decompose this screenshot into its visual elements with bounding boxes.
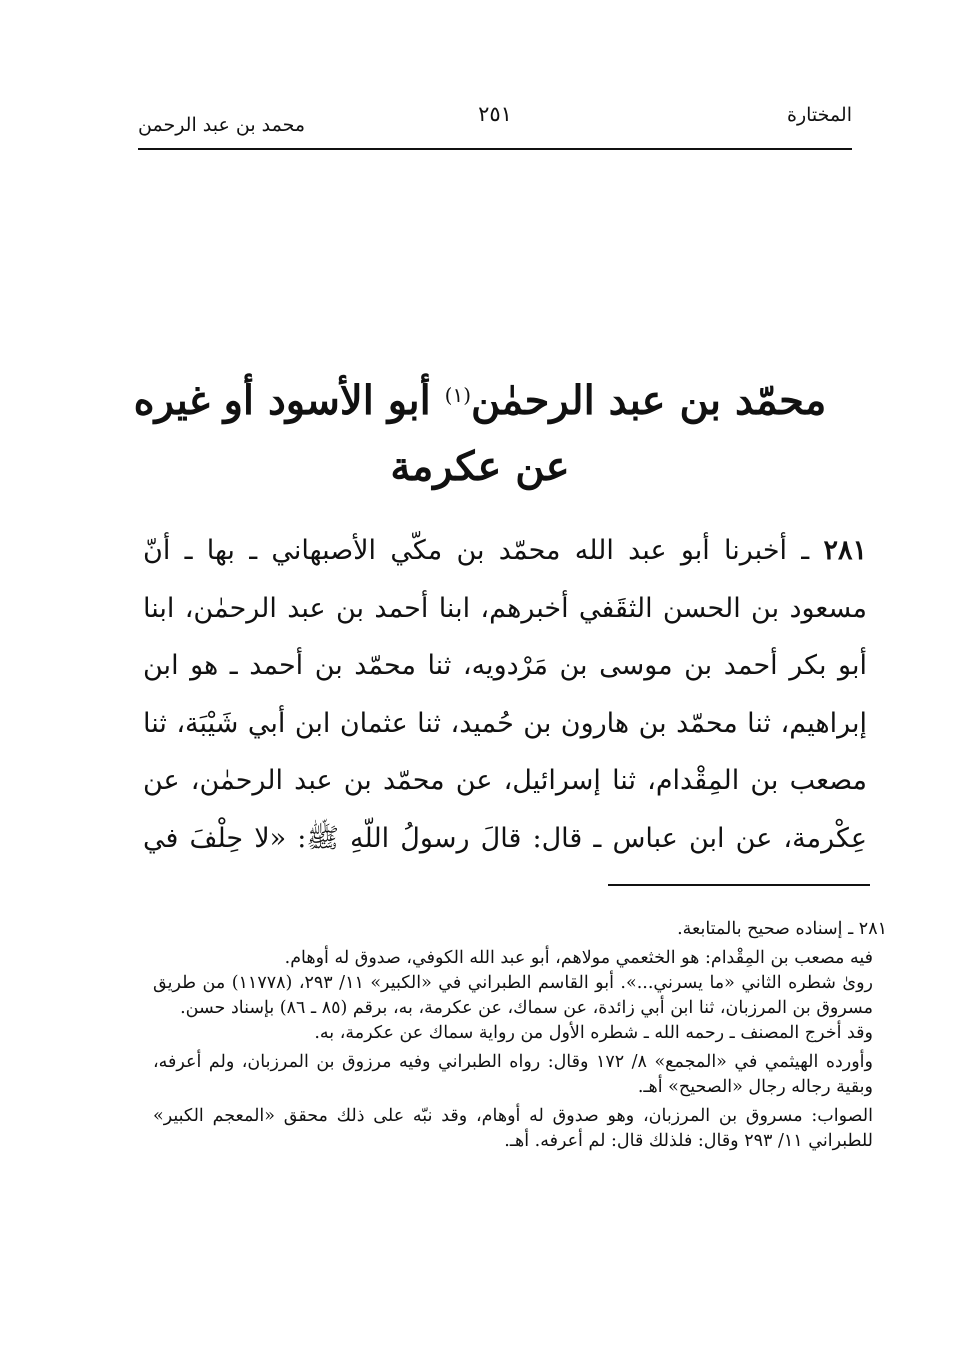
running-header (138, 98, 852, 150)
title-kunya: أبو الأسود أو غيره (133, 377, 431, 424)
chapter-title (120, 368, 840, 500)
footnotes (153, 917, 887, 1154)
footnote-para-4: وأورده الهيثمي في «المجمع» ٨/ ١٧٢ وقال: رواه الطبراني وفيه مرزوق بن المرزبان، ولم أعرفه، وبقية رجاله رجال «الصحيح» أهـ. (153, 1052, 873, 1097)
footnote-separator (608, 884, 870, 886)
page-number: ٢٥١ (478, 102, 512, 126)
footnote-marker: (١) (444, 383, 472, 407)
book-title: المختارة (787, 104, 852, 126)
footnote-para-2: رویٰ شطره الثاني «ما يسرني...». أبو القاسم الطبراني في «الكبير» ١١/ ٢٩٣، (١١٧٧٨) من طريق مسروق بن المرزبان، ثنا ابن أبي زائدة، عن سماك، عن عكرمة، به، برقم (٨٥ ـ ٨٦) بإسناد حسن. (153, 973, 873, 1018)
footnote-para-5: الصواب: مسروق بن المرزبان، وهو صدوق له أوهام، وقد نبّه على ذلك محقق «المعجم الكبير» للطبراني ١١/ ٢٩٣ وقال: فلذلك قال: لم أعرفه. أهـ. (153, 1106, 873, 1151)
footnote-heading: ٢٨١ ـ إسناده صحيح بالمتابعة. (677, 919, 887, 939)
footnote-para-1: فيه مصعب بن المِقْدام: هو الخثعمي مولاهم، أبو عبد الله الكوفي، صدوق له أوهام. (284, 948, 873, 968)
hadith-number: ٢٨١ (823, 535, 867, 566)
title-name: محمّد بن عبد الرحمٰن (471, 377, 827, 424)
chapter-title-line2: عن عكرمة (390, 443, 570, 490)
chapter-title-line1 (120, 368, 840, 434)
section-title: محمد بن عبد الرحمن (138, 114, 306, 136)
footnote-para-3: وقد أخرج المصنف ـ رحمه الله ـ شطره الأول من رواية سماك عن عكرمة، به. (314, 1023, 873, 1043)
hadith-body: ـ أخبرنا أبو عبد الله محمّد بن مكّي الأصبهاني ـ بها ـ أنّ مسعود بن الحسن الثقَفي أخبرهم، ابنا أحمد بن عبد الرحمٰن، ابنا أبو بكر أحمد بن موسى بن مَرْدويه، ثنا محمّد بن أحمد ـ هو ابن إبراهيم، ثنا محمّد بن هارون بن حُميد، ثنا عثمان ابن أبي شَيْبَة، ثنا مصعب بن المِقْدام، ثنا إسرائيل، عن محمّد بن عبد الرحمٰن، عن عِكْرمة، عن ابن عباس ـ قال: قالَ رسولُ اللّهِ ﷺ: «لا حِلْفَ في (143, 535, 867, 854)
hadith-text (143, 522, 867, 867)
